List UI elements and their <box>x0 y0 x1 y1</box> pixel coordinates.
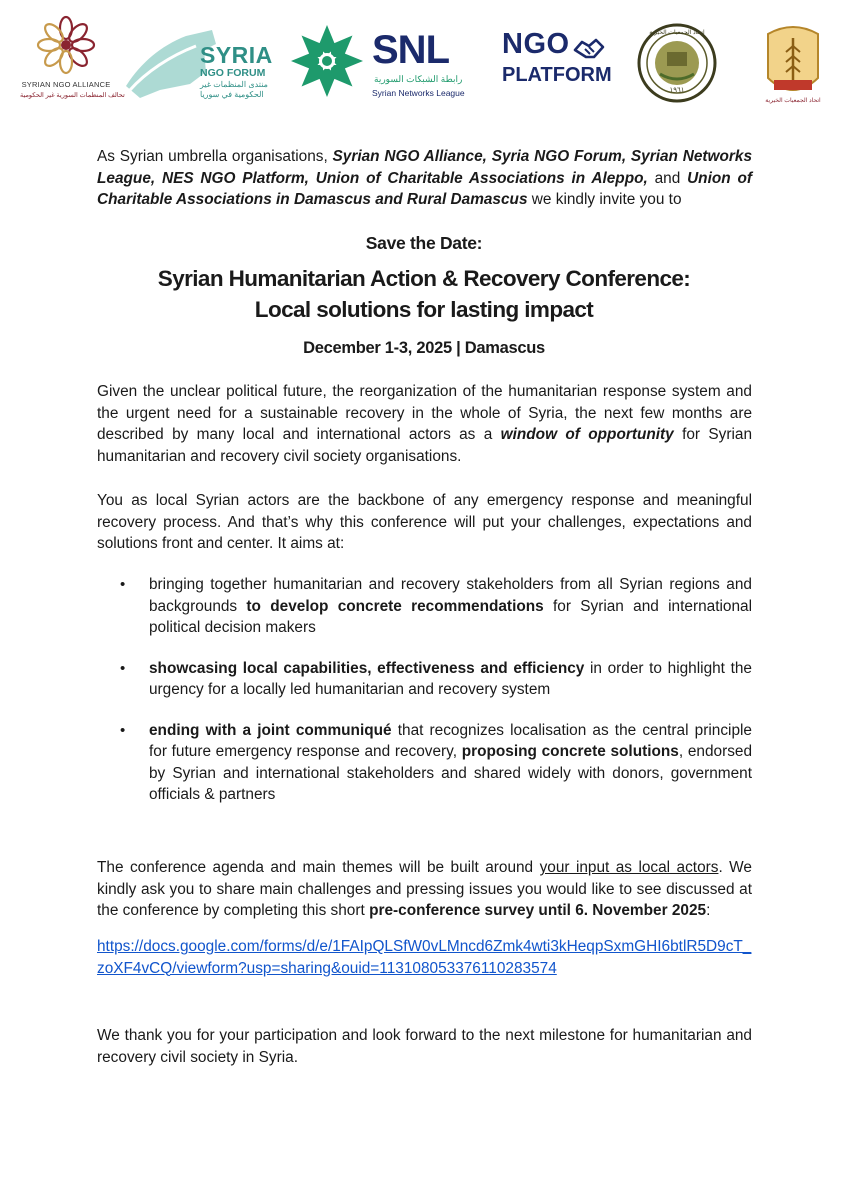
survey-text-mid: . We kindly ask you to share main challenges and pressing issues you would like to see discussed at the conference by completing this short <box>97 859 752 919</box>
forum-name-ar1: منتدى المنظمات غير <box>200 80 268 89</box>
bullet-emphasis: to develop concrete recommendations <box>246 597 544 615</box>
separator: , <box>621 148 631 165</box>
bullet-text-end: in order to highlight the urgency for a locally led humanitarian and recovery system <box>149 659 752 698</box>
intro-text: As Syrian umbrella organisations, <box>97 148 333 165</box>
intro-paragraph <box>97 146 752 211</box>
conference-title-line2: Local solutions for lasting impact <box>254 297 594 322</box>
org-syrian-ngo-alliance: Syrian NGO Alliance <box>332 148 483 165</box>
aleppo-union-year: ١٩٦١ <box>669 87 685 94</box>
snl-name-ar: رابطة الشبكات السورية <box>374 74 463 84</box>
forum-name-line1: SYRIA <box>200 42 273 68</box>
your-input-underlined: your input as local actors <box>539 859 719 876</box>
separator: , <box>150 169 162 187</box>
list-item <box>97 720 752 806</box>
org-syria-ngo-forum: Syria NGO Forum <box>491 148 622 165</box>
snl-star-icon <box>288 22 366 100</box>
forum-name-line2: NGO FORUM <box>200 67 266 79</box>
forum-name-ar2: الحكومية في سوريا <box>200 90 264 99</box>
separator: and <box>647 169 688 187</box>
bullet-text: that recognizes localisation as the central principle for future emergency response and recovery, <box>149 721 752 760</box>
conference-dates: December 1-3, 2025 | Damascus <box>303 339 545 357</box>
survey-deadline: pre-conference survey until 6. November 2025 <box>369 902 707 919</box>
bullet-text-end: for Syrian and international political decision makers <box>149 597 752 636</box>
alliance-name-en: SYRIAN NGO ALLIANCE <box>21 80 111 89</box>
save-the-date-heading: Save the Date: <box>365 233 483 253</box>
syrian-ngo-alliance-logo <box>20 14 125 110</box>
org-nes-ngo-platform: NES NGO Platform <box>161 169 305 187</box>
handshake-icon <box>572 32 606 62</box>
survey-link[interactable]: https://docs.google.com/forms/d/e/1FAIpQLSfW0vLMncd6Zmk4wti3kHeqpSxmGHI6btlR5D9cT_zoXF4vCQ/viewform?usp=sharing&ouid=113108053376110283574 <box>97 938 752 977</box>
survey-paragraph <box>97 857 752 922</box>
partner-logos <box>0 14 848 110</box>
platform-name-line1: NGO <box>502 28 570 60</box>
syria-ngo-forum-logo <box>120 24 273 104</box>
bullet-text-end: , endorsed by Syrian and international stakeholders and shared widely with donors, government officials & partners <box>149 743 753 803</box>
bullet-emphasis-2: proposing concrete solutions <box>461 743 679 760</box>
separator: , <box>482 148 492 165</box>
bullet-text: bringing together humanitarian and recovery stakeholders from all Syrian regions and backgrounds <box>149 576 752 615</box>
alliance-flower-icon <box>20 14 112 76</box>
list-item <box>97 658 752 701</box>
aims-list <box>97 574 752 806</box>
aleppo-union-logo <box>636 22 718 104</box>
list-item <box>97 574 752 639</box>
aleppo-union-name-ar: اتحاد الجمعيات الخيرية <box>649 30 705 36</box>
damascus-union-logo <box>758 18 828 108</box>
alliance-name-ar: تحالف المنظمات السورية غير الحكومية <box>20 92 125 99</box>
damascus-emblem-icon <box>758 18 828 108</box>
bullet-emphasis: ending with a joint communiqué <box>149 721 392 739</box>
closing-paragraph: We thank you for your participation and look forward to the next milestone for humanitarian and recovery civil society in Syria. <box>97 1027 752 1066</box>
org-union-damascus: Union of Charitable Associations in Damascus and Rural Damascus <box>97 169 752 208</box>
survey-text: The conference agenda and main themes will be built around <box>97 859 540 876</box>
conference-title <box>0 263 848 325</box>
intro-text-end: we kindly invite you to <box>527 191 682 208</box>
conference-title-line1: Syrian Humanitarian Action & Recovery Conference: <box>157 266 691 291</box>
survey-text-end: : <box>706 902 711 919</box>
bullet-emphasis: showcasing local capabilities, effectiveness and efficiency <box>149 659 585 677</box>
snl-name-en: Syrian Networks League <box>372 88 465 98</box>
org-syrian-networks-league: Syrian Networks League <box>97 148 753 187</box>
org-union-aleppo: Union of Charitable Associations in Aleppo, <box>315 169 648 187</box>
purpose-paragraph: You as local Syrian actors are the backbone of any emergency response and meaningful recovery process. And that’s why this conference will put your challenges, expectations and solutions front and center. It aims at: <box>97 492 752 552</box>
ngo-platform-logo <box>500 28 630 98</box>
snl-abbr: SNL <box>372 28 449 72</box>
context-paragraph <box>97 381 752 467</box>
context-text-end: for Syrian humanitarian and recovery civil society organisations. <box>97 426 753 465</box>
platform-name-line2: PLATFORM <box>502 64 612 86</box>
context-text: Given the unclear political future, the reorganization of the humanitarian response system and the urgent need for a sustainable recovery in the whole of Syria, the next few months are described by many local and international actors as a <box>97 383 752 443</box>
separator: , <box>304 169 316 187</box>
damascus-union-name-ar: اتحاد الجمعيات الخيرية <box>765 98 821 104</box>
window-of-opportunity-emphasis: window of opportunity <box>500 426 674 443</box>
snl-logo <box>288 22 468 104</box>
